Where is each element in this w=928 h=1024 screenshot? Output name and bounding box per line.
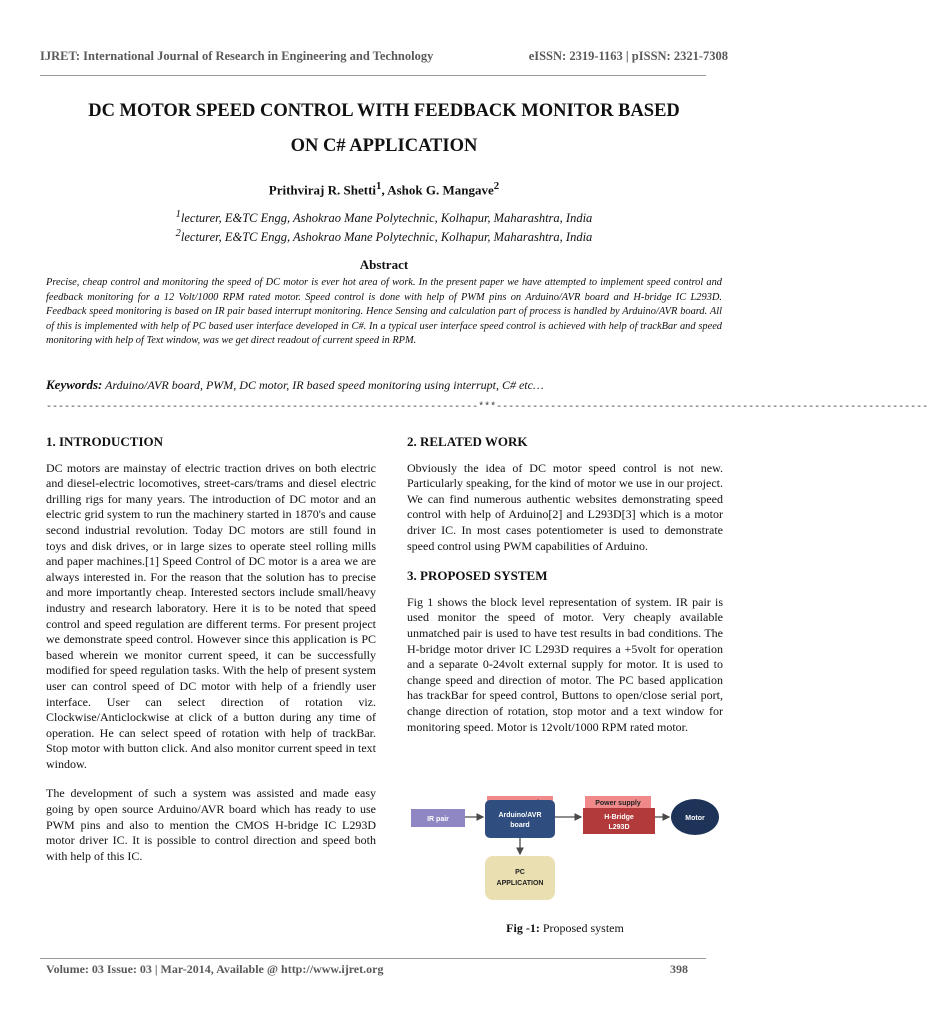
proposed-system-paragraph: Fig 1 shows the block level representation of system. IR pair is used monitor the speed of motor. Very cheaply available unmatched pair is used to have test results in bad conditions. The H-bridge motor driver IC L293D requires a +5volt for operation and a separate 0-24volt external supply for motor. It is used to change speed and direction of motor. The PC based application has trackBar for speed control, Buttons to open/close serial port, change direction of rotation, stop motor and a text window for monitoring speed. Motor is 12volt/1000 RPM rated motor. [407, 594, 723, 734]
author-1: Prithviraj R. Shetti [268, 182, 377, 198]
pc-label-line2: APPLICATION [496, 880, 544, 887]
affiliations [40, 207, 728, 245]
pc-application-block [485, 856, 555, 900]
footer-rule [40, 958, 706, 959]
footer-volume: Volume: 03 Issue: 03 | Mar-2014, Available @ http://www.ijret.org [46, 962, 384, 976]
keywords [46, 377, 728, 393]
title-line-1: DC MOTOR SPEED CONTROL WITH FEEDBACK MONITOR BASED [88, 101, 680, 121]
affiliation-1-text: lecturer, E&TC Engg, Ashokrao Mane Polytechnic, Kolhapur, Maharashtra, India [180, 211, 593, 226]
ir-pair-label: IR pair [427, 816, 449, 823]
author-2: Ashok G. Mangave [387, 182, 494, 198]
page-number: 398 [670, 962, 688, 976]
keywords-text: Arduino/AVR board, PWM, DC motor, IR based speed monitoring using interrupt, C# etc… [102, 378, 544, 392]
introduction-paragraph-2: The development of such a system was assisted and made easy going by open source Arduino/AVR board which has ready to use PWM pins and also to mention the CMOS H-bridge IC L293D motor driver IC. It is possible to control direction and speed both with help of this IC. [46, 786, 376, 863]
author-1-sup: 1 [376, 180, 382, 192]
title-line-2: ON C# APPLICATION [290, 136, 478, 156]
hbridge-label-line1: H-Bridge [604, 814, 634, 821]
affiliation-2-sup: 2 [175, 228, 181, 240]
introduction-heading: 1. INTRODUCTION [46, 434, 164, 449]
journal-name: IJRET: International Journal of Research in Engineering and Technology [40, 48, 434, 63]
introduction-paragraph-1: DC motors are mainstay of electric traction drives on both electric and diesel-electric locomotives, street-cars/trams and diesel electric drilling rigs for many years. The introduction of DC motor and an electric grid system to run the machinery started in 1870's and cause second industrial revolution. Today DC motors are still found in toys and disk drives, or in large sizes to operate steel rolling mills and paper machines.[1] Speed Control of DC motor is a area we are always interested in. For the reason that the solution has to precise and more importantly cheap. Interested sectors include small/heavy industry and research laboratory. Here it is to be noted that speed control and speed regulation are different terms. For present project we demonstrate speed control. However since this application is PC based wherein we monitor current speed, it can be successfully modified for speed regulation tasks. With the help of present system user can control speed of DC motor with help of a friendly user interface. User can select direction of rotation viz. Clockwise/Anticlockwise at click of a button during any time of operation. He can select speed of rotation with help of trackBar. Stop motor with button click. And also monitor current speed in text window. [46, 460, 376, 771]
pc-label-line1: PC [515, 869, 525, 876]
left-column [46, 434, 376, 878]
related-work-heading: 2. RELATED WORK [407, 434, 528, 449]
block-diagram [407, 790, 723, 905]
hbridge-label-line2: L293D [608, 824, 630, 831]
paper-title [40, 94, 728, 164]
figure-caption-label: Fig -1: [506, 921, 540, 935]
header-rule [40, 75, 706, 76]
right-column [407, 434, 723, 749]
figure-caption [407, 921, 723, 936]
arduino-label-line1: Arduino/AVR [498, 812, 542, 819]
issn: eISSN: 2319-1163 | pISSN: 2321-7308 [528, 48, 728, 63]
arduino-block [485, 800, 555, 838]
affiliation-2-text: lecturer, E&TC Engg, Ashokrao Mane Polytechnic, Kolhapur, Maharashtra, India [180, 230, 593, 245]
power-supply-2-label: Power supply [595, 800, 641, 807]
section-separator: ------------------------------------------------------------------------***------------------------------------------------------------------------ [46, 402, 928, 413]
proposed-system-heading: 3. PROPOSED SYSTEM [407, 568, 548, 584]
arduino-label-line2: board [510, 822, 530, 829]
affiliation-2 [40, 226, 728, 245]
author-2-sup: 2 [493, 180, 500, 192]
abstract-text: Precise, cheap control and monitoring the speed of DC motor is ever hot area of work. In the present paper we have attempted to implement speed control and feedback monitoring for a 12 Volt/1000 RPM rated motor. Speed control is done with help of PWM pins on Arduino/AVR board and H-bridge IC L293D. Feedback speed monitoring is based on IR pair based interrupt monitoring. Hence Sensing and calculation part of process is handled by Arduino/AVR board. All of this is implemented with help of PC based user interface developed in C#. In a typical user interface speed control is achieved with help of trackBar and speed monitoring with help of Text window, was we get direct readout of current speed in RPM. [46, 277, 722, 347]
figure-caption-text: Proposed system [539, 921, 624, 935]
affiliation-1-sup: 1 [175, 209, 181, 220]
affiliation-1 [40, 207, 728, 226]
running-header [40, 45, 728, 67]
motor-label: Motor [685, 815, 705, 822]
abstract-heading: Abstract [359, 257, 409, 272]
running-footer [46, 962, 688, 977]
keywords-label: Keywords: [46, 377, 103, 392]
authors [40, 180, 728, 198]
related-work-paragraph: Obviously the idea of DC motor speed control is not new. Particularly speaking, for the kind of motor we use in our project. We can find numerous authentic websites demonstrating speed control with help of Arduino[2] and L293D[3] which is a motor driver IC. In most cases potentiometer is used to demonstrate speed control using PWM capabilities of Arduino. [407, 460, 723, 553]
author-separator: , [381, 182, 388, 198]
